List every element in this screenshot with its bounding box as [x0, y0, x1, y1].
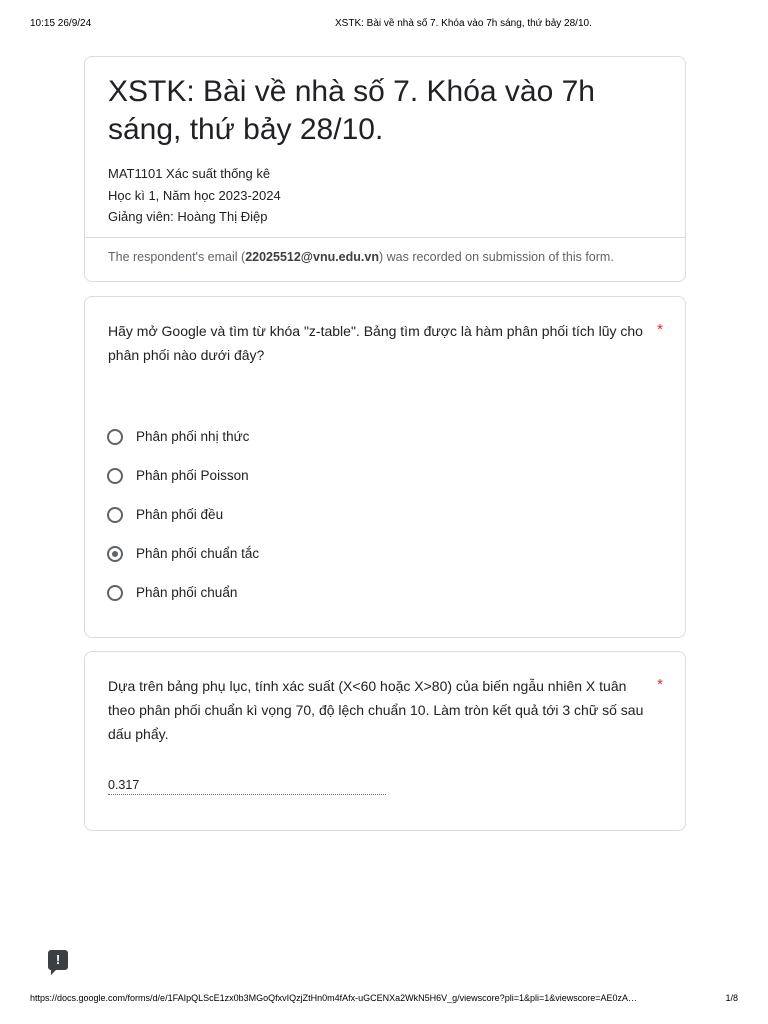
course-line: MAT1101 Xác suất thống kê: [108, 166, 271, 181]
option-normal[interactable]: [107, 573, 259, 612]
page-number: 1/8: [725, 993, 738, 1003]
feedback-icon[interactable]: !: [48, 950, 68, 970]
respondent-email: 22025512@vnu.edu.vn: [245, 250, 379, 264]
semester-line: Học kì 1, Năm học 2023-2024: [108, 187, 281, 203]
form-title: XSTK: Bài về nhà số 7. Khóa vào 7h sáng, thứ bảy 28/10.: [108, 75, 595, 146]
required-mark: *: [657, 321, 663, 338]
option-uniform[interactable]: [107, 495, 259, 534]
form-header-card: [84, 56, 686, 282]
print-doc-title: XSTK: Bài về nhà số 7. Khóa vào 7h sáng, thứ bảy 28/10.: [335, 18, 592, 29]
option-label: Phân phối chuẩn tắc: [136, 546, 260, 561]
print-header: [30, 18, 738, 32]
radio-unchecked-icon[interactable]: [107, 585, 123, 601]
radio-unchecked-icon[interactable]: [107, 468, 123, 484]
email-note-prefix: The respondent's email (: [108, 250, 246, 264]
radio-unchecked-icon[interactable]: [107, 429, 123, 445]
header-divider: [85, 237, 685, 238]
option-binomial[interactable]: [107, 417, 259, 456]
option-label: Phân phối nhị thức: [136, 429, 250, 444]
option-poisson[interactable]: [107, 456, 259, 495]
email-note: [108, 250, 614, 264]
option-label: Phân phối Poisson: [136, 468, 249, 483]
question-card-2: [84, 651, 686, 831]
form-description: [108, 163, 281, 228]
radio-checked-icon[interactable]: [107, 546, 123, 562]
lecturer-line: Giảng viên: Hoàng Thị Điệp: [108, 209, 268, 224]
print-url: https://docs.google.com/forms/d/e/1FAIpQLScE1zx0b3MGoQfxvIQzjZtHn0m4fAfx-uGCENXa2WkN5H6V_g/viewscore?pli=1&pli=1&viewscore=AE0zA…: [30, 993, 638, 1003]
print-footer: [30, 993, 738, 1007]
radio-unchecked-icon[interactable]: [107, 507, 123, 523]
option-label: Phân phối đều: [136, 507, 224, 522]
question-text: Dựa trên bảng phụ lục, tính xác suất (X<60 hoặc X>80) của biến ngẫu nhiên X tuân theo phân phối chuẩn kì vọng 70, độ lệch chuẩn 10. Làm tròn kết quả tới 3 chữ số sau dấu phẩy.: [108, 678, 644, 742]
question-card-1: [84, 296, 686, 638]
required-mark: *: [657, 676, 663, 693]
question-text: Hãy mở Google và tìm từ khóa "z-table". Bảng tìm được là hàm phân phối tích lũy cho phân phối nào dưới đây?: [108, 323, 643, 363]
options-list: [107, 417, 259, 612]
print-datetime: 10:15 26/9/24: [30, 18, 92, 29]
option-standard-normal[interactable]: [107, 534, 259, 573]
answer-field[interactable]: 0.317: [108, 778, 386, 795]
email-note-suffix: ) was recorded on submission of this form.: [378, 250, 614, 264]
option-label: Phân phối chuẩn: [136, 585, 238, 600]
